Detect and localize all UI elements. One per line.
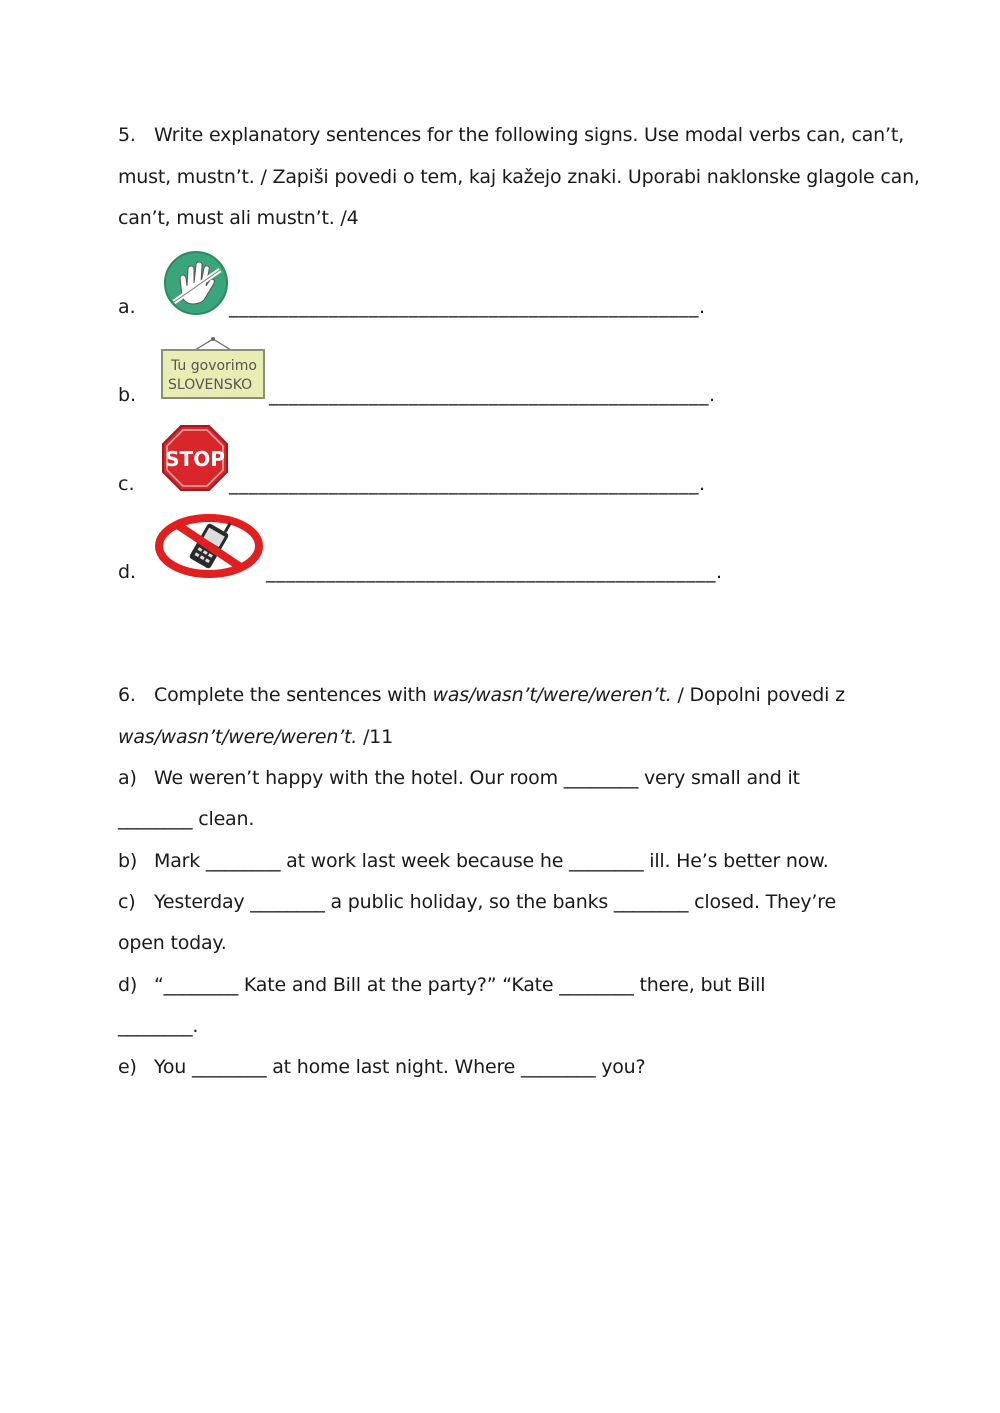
sentence-a-line1: a) We weren’t happy with the hotel. Our room ________ very small and it: [118, 767, 800, 789]
sentence-b-label: b): [118, 850, 138, 872]
item-c-label: c.: [118, 473, 135, 495]
language-sign-icon: [159, 336, 267, 402]
task6-instruction-line1: 6. Complete the sentences with was/wasn’t/were/weren’t. / Dopolni povedi z: [118, 684, 845, 706]
sentence-e-line1: e) You ________ at home last night. Where ________ you?: [118, 1056, 646, 1078]
item-a-label: a.: [118, 296, 136, 318]
sentence-c-label: c): [118, 891, 136, 913]
task5-instruction-line2: must, mustn’t. / Zapiši povedi o tem, kaj kažejo znaki. Uporabi naklonske glagole can,: [118, 166, 920, 188]
sentence-d-line1: d) “________ Kate and Bill at the party?” “Kate ________ there, but Bill: [118, 974, 766, 996]
task6-number: 6.: [118, 684, 136, 706]
sign-text-line1: Tu govorimo: [171, 358, 257, 374]
no-touching-icon: [162, 250, 230, 316]
stop-sign-icon: [161, 424, 229, 492]
sentence-c-line2: open today.: [118, 932, 227, 954]
no-phones-icon: [154, 512, 264, 580]
task5-number: 5.: [118, 124, 136, 146]
sentence-d-line2: ________.: [118, 1015, 199, 1037]
task5-instruction-line3: can’t, must ali mustn’t. /4: [118, 207, 359, 229]
item-a-answer-line[interactable]: _______________________________________________.: [229, 296, 706, 318]
item-c-answer-line[interactable]: _______________________________________________.: [229, 473, 706, 495]
task5-instruction-line1: 5. Write explanatory sentences for the following signs. Use modal verbs can, can’t,: [118, 124, 904, 146]
sentence-e-label: e): [118, 1056, 137, 1078]
sentence-a-line2: ________ clean.: [118, 808, 255, 830]
task6-instruction-line2: was/wasn’t/were/weren’t. /11: [118, 726, 393, 748]
sentence-c-line1: c) Yesterday ________ a public holiday, so the banks ________ closed. They’re: [118, 891, 836, 913]
item-d-answer-line[interactable]: _____________________________________________.: [266, 561, 723, 583]
sentence-b-line1: b) Mark ________ at work last week because he ________ ill. He’s better now.: [118, 850, 829, 872]
stop-sign-text: STOP: [165, 447, 225, 471]
sign-text-line2: SLOVENSKO: [168, 377, 253, 393]
sentence-d-label: d): [118, 974, 138, 996]
item-b-label: b.: [118, 384, 137, 406]
item-d-label: d.: [118, 561, 137, 583]
item-b-answer-line[interactable]: ____________________________________________.: [269, 384, 716, 406]
sentence-a-label: a): [118, 767, 137, 789]
